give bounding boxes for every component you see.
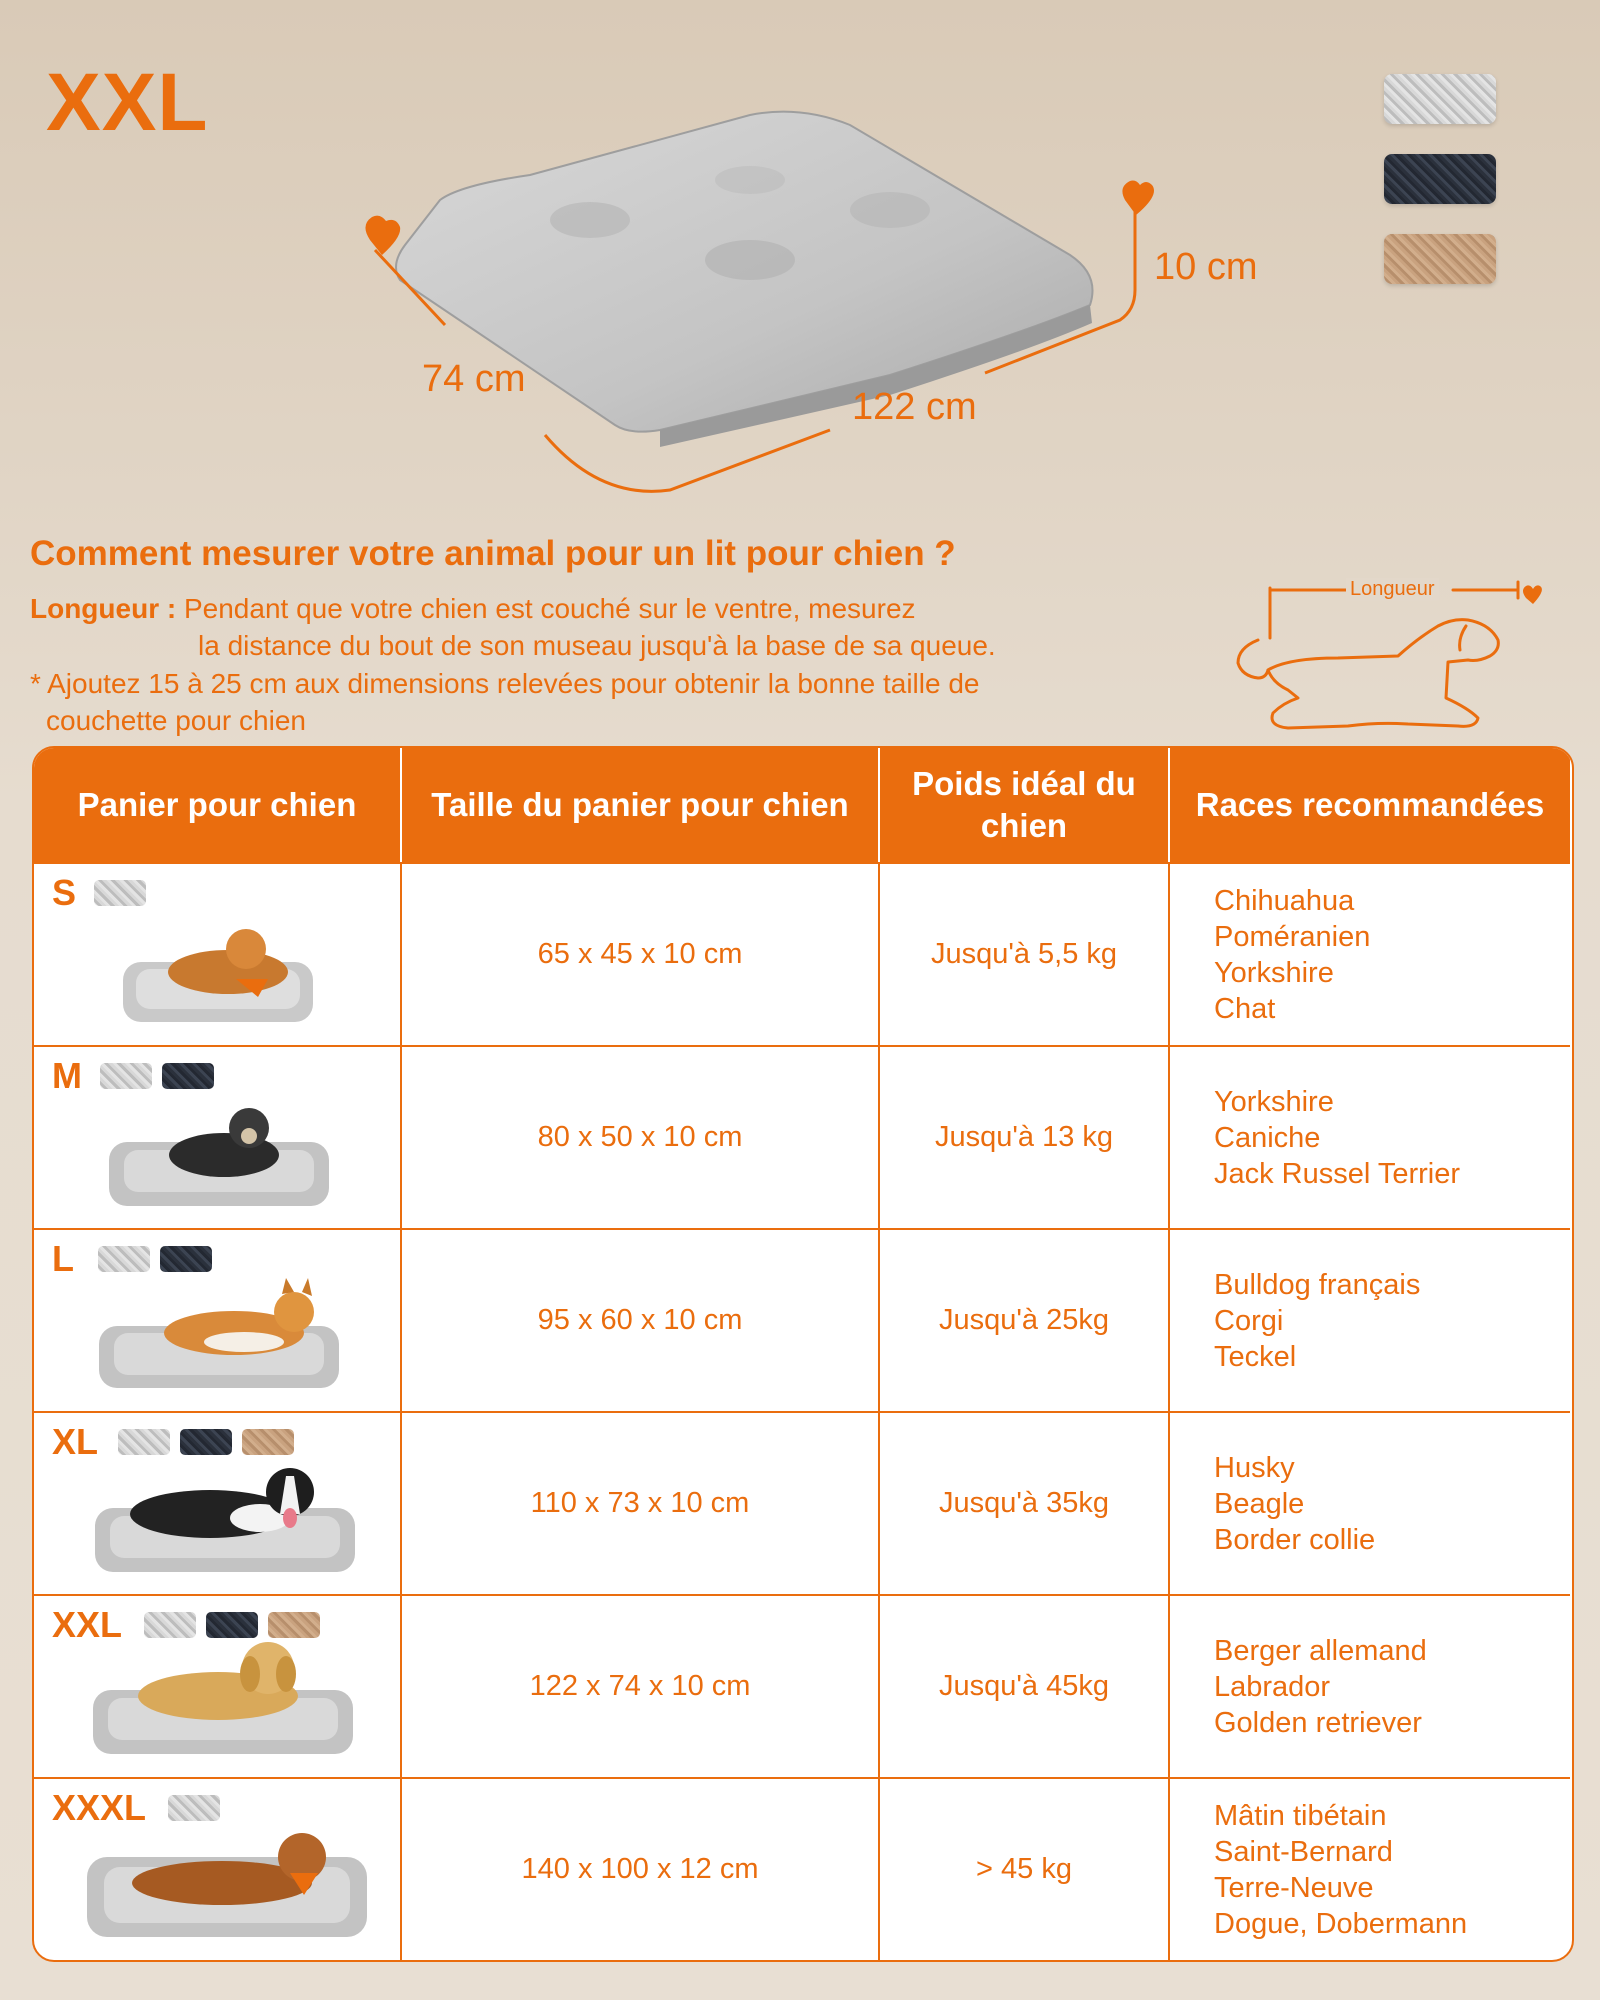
row-size-label: XXXL	[52, 1787, 147, 1828]
header-dimensions: Taille du panier pour chien	[400, 748, 878, 862]
row-weight: Jusqu'à 45kg	[878, 1594, 1168, 1777]
breed-item: Husky	[1214, 1451, 1295, 1484]
row-dimensions: 80 x 50 x 10 cm	[400, 1045, 878, 1228]
breed-item: Corgi	[1214, 1304, 1284, 1337]
howto-note	[30, 665, 1170, 739]
breed-item: Labrador	[1214, 1670, 1331, 1703]
breed-item: Dogue, Dobermann	[1214, 1907, 1468, 1940]
dim-width-label: 74 cm	[422, 358, 526, 400]
breed-item: Poméranien	[1214, 920, 1371, 953]
dog-on-bed-image	[118, 917, 318, 1027]
length-label: Longueur :	[30, 593, 177, 624]
diagram-length-label: Longueur	[1346, 578, 1439, 601]
breed-item: Caniche	[1214, 1121, 1321, 1154]
breed-item: Jack Russel Terrier	[1214, 1157, 1461, 1190]
row-size-label: XXL	[52, 1604, 123, 1645]
row-weight: Jusqu'à 35kg	[878, 1411, 1168, 1594]
row-size-label: M	[52, 1055, 82, 1096]
color-swatches	[1384, 74, 1496, 314]
row-color-options	[118, 1429, 294, 1455]
dog-on-bed-image	[82, 1817, 372, 1942]
mini-swatch-beige[interactable]	[242, 1429, 294, 1455]
row-weight: Jusqu'à 25kg	[878, 1228, 1168, 1411]
mini-swatch-light-grey[interactable]	[118, 1429, 170, 1455]
breed-item: Terre-Neuve	[1214, 1871, 1374, 1904]
length-text-line1: Pendant que votre chien est couché sur le ventre, mesurez	[183, 593, 916, 624]
table-row-size-cell	[34, 1777, 400, 1960]
header-bed-size: Panier pour chien	[34, 748, 400, 862]
swatch-beige[interactable]	[1384, 234, 1496, 284]
mini-swatch-light-grey[interactable]	[100, 1063, 152, 1089]
mini-swatch-dark-grey[interactable]	[160, 1246, 212, 1272]
breed-item: Yorkshire	[1214, 1085, 1334, 1118]
row-color-options	[94, 880, 146, 906]
row-weight: > 45 kg	[878, 1777, 1168, 1960]
row-breeds	[1168, 1777, 1570, 1960]
length-text-line2: la distance du bout de son museau jusqu'à la base de sa queue.	[198, 630, 996, 661]
row-dimensions: 140 x 100 x 12 cm	[400, 1777, 878, 1960]
breed-item: Mâtin tibétain	[1214, 1799, 1387, 1832]
row-size-label: S	[52, 872, 77, 913]
swatch-dark-grey[interactable]	[1384, 154, 1496, 204]
mini-swatch-light-grey[interactable]	[94, 880, 146, 906]
howto-length-text	[30, 590, 1150, 664]
row-breeds	[1168, 1594, 1570, 1777]
breed-item: Beagle	[1214, 1487, 1305, 1520]
row-breeds	[1168, 1045, 1570, 1228]
mini-swatch-light-grey[interactable]	[98, 1246, 150, 1272]
mini-swatch-dark-grey[interactable]	[162, 1063, 214, 1089]
header-breeds: Races recommandées	[1168, 748, 1570, 862]
row-dimensions: 65 x 45 x 10 cm	[400, 862, 878, 1045]
breed-item: Yorkshire	[1214, 956, 1334, 989]
breed-item: Bulldog français	[1214, 1268, 1421, 1301]
breed-item: Teckel	[1214, 1340, 1297, 1373]
dog-on-bed-image	[90, 1456, 360, 1576]
breed-item: Chat	[1214, 992, 1276, 1025]
breed-item: Chihuahua	[1214, 884, 1355, 917]
table-row-size-cell	[34, 1045, 400, 1228]
howto-title: Comment mesurer votre animal pour un lit pour chien ?	[30, 534, 956, 573]
mini-swatch-dark-grey[interactable]	[180, 1429, 232, 1455]
dog-on-bed-image	[88, 1634, 358, 1759]
breed-item: Golden retriever	[1214, 1706, 1422, 1739]
row-breeds	[1168, 862, 1570, 1045]
table-row-size-cell	[34, 1594, 400, 1777]
row-weight: Jusqu'à 13 kg	[878, 1045, 1168, 1228]
row-color-options	[100, 1063, 214, 1089]
dog-measure-icon	[1228, 578, 1548, 738]
row-breeds	[1168, 1411, 1570, 1594]
dim-height-label: 10 cm	[1154, 246, 1258, 288]
row-breeds	[1168, 1228, 1570, 1411]
size-table	[32, 746, 1574, 1962]
row-dimensions: 122 x 74 x 10 cm	[400, 1594, 878, 1777]
breed-item: Berger allemand	[1214, 1634, 1427, 1667]
note-line1: * Ajoutez 15 à 25 cm aux dimensions relevées pour obtenir la bonne taille de	[30, 668, 980, 699]
row-dimensions: 95 x 60 x 10 cm	[400, 1228, 878, 1411]
row-weight: Jusqu'à 5,5 kg	[878, 862, 1168, 1045]
row-dimensions: 110 x 73 x 10 cm	[400, 1411, 878, 1594]
breed-item: Saint-Bernard	[1214, 1835, 1393, 1868]
row-size-label: L	[52, 1238, 74, 1279]
dim-length-label: 122 cm	[852, 386, 977, 428]
dog-on-bed-image	[104, 1100, 334, 1210]
header-weight: Poids idéal du chien	[878, 748, 1168, 862]
bed-dimension-illustration	[330, 105, 1290, 505]
table-row-size-cell	[34, 1228, 400, 1411]
note-line2: couchette pour chien	[46, 705, 306, 736]
swatch-light-grey[interactable]	[1384, 74, 1496, 124]
row-color-options	[98, 1246, 212, 1272]
breed-item: Border collie	[1214, 1523, 1376, 1556]
row-size-label: XL	[52, 1421, 99, 1462]
table-row-size-cell	[34, 1411, 400, 1594]
table-row-size-cell	[34, 862, 400, 1045]
dog-on-bed-image	[94, 1278, 344, 1393]
size-title: XXL	[46, 57, 209, 148]
